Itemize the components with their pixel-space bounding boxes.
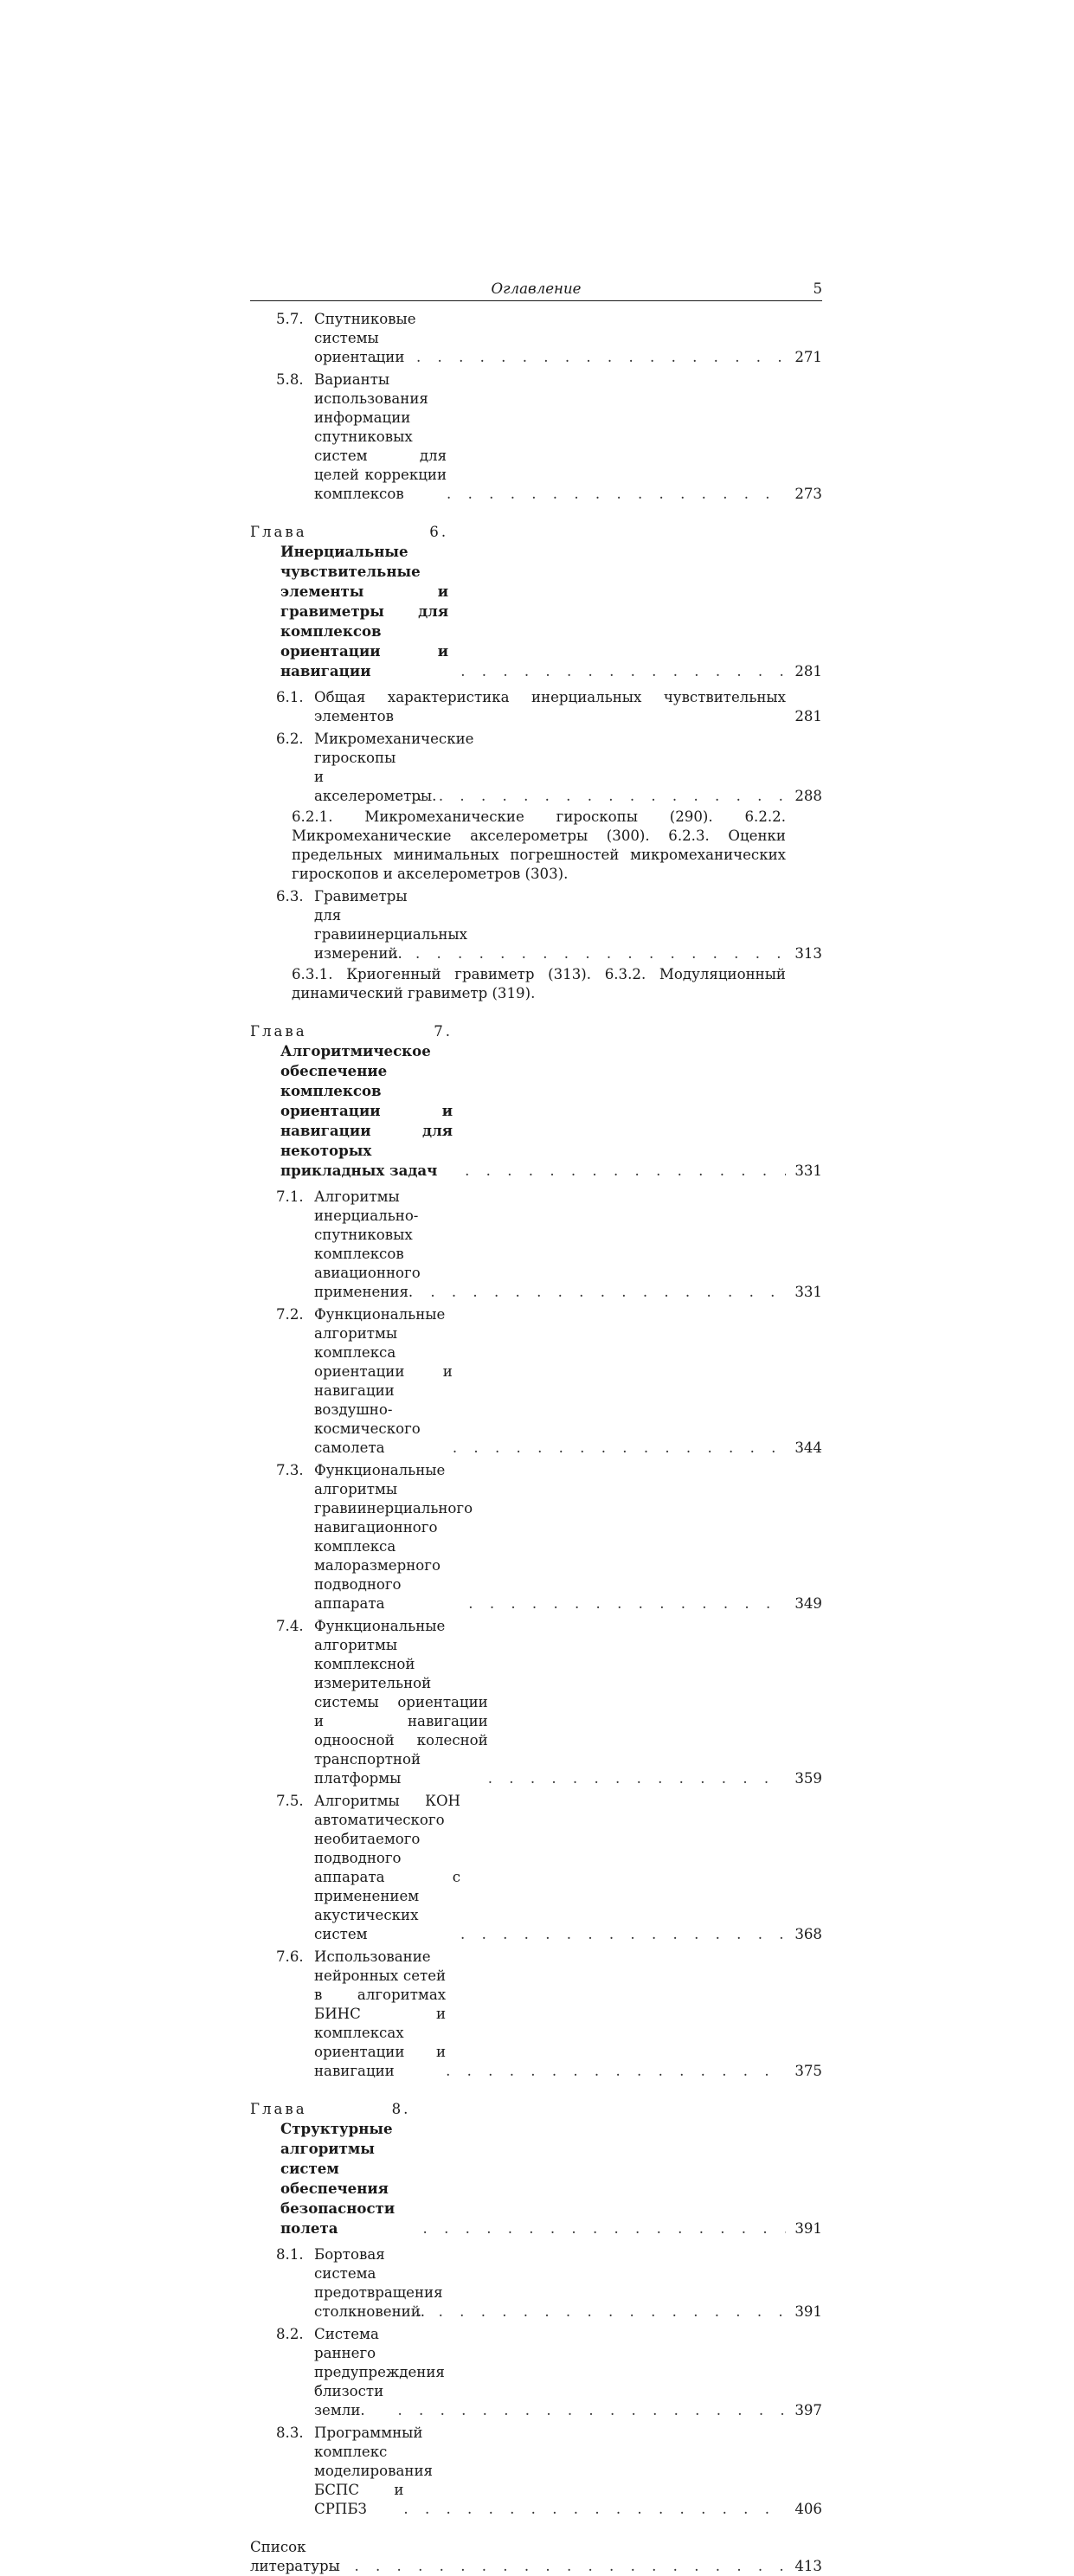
toc-entry-6-2[interactable] [276,730,822,806]
chapter-page: 391 [794,2220,822,2237]
leader-dots [453,1162,786,1181]
toc-entry-bibliography[interactable] [250,2538,822,2576]
page-number: 5 [813,280,822,297]
section-title: Гравиметры для гравиинерциальных измерений. [314,888,467,962]
leader-dots [453,1439,786,1458]
section-page: 397 [794,2402,822,2418]
leader-dots [447,485,786,504]
section-title: Микромеханические гироскопы и акселерометры. [314,731,474,804]
section-title: Варианты использования информации спутниковых систем для целей коррекции комплексов [314,371,447,502]
leader-dots [396,787,786,806]
toc-entry-5-8[interactable] [276,370,822,504]
section-page: 391 [794,2303,822,2320]
leader-dots [468,1594,786,1613]
chapter-title: Структурные алгоритмы систем обеспечения безопасности полета [280,2120,396,2237]
section-title: Использование нейронных сетей в алгоритмах БИНС и комплексах ориентации и навигации [314,1948,447,2079]
section-number: 5.7. [276,311,304,327]
section-page: 273 [794,486,822,502]
leader-dots [403,2500,786,2519]
section-number: 7.1. [276,1188,304,1205]
running-header [250,280,822,301]
section-page: 375 [794,2063,822,2079]
toc-entry-7-2[interactable] [276,1305,822,1458]
section-title: Алгоритмы КОН автоматического необитаемого подводного аппарата с применением акустических систем [314,1793,461,1942]
leader-dots [396,2302,786,2322]
subsection-list-6-3: 6.3.1. Криогенный гравиметр (313). 6.3.2. Модуляционный динамический гравиметр (319). [292,966,786,1001]
section-title: Общая характеристика инерциальных чувствительных элементов [314,689,786,724]
leader-dots [430,1283,786,1302]
leader-dots [460,1925,786,1944]
section-title: Функциональные алгоритмы гравиинерциального навигационного комплекса малоразмерного подводного аппарата [314,1462,473,1612]
section-number: 7.5. [276,1793,304,1809]
section-title: Система раннего предупреждения близости земли. [314,2326,445,2418]
section-number: 7.4. [276,1618,304,1634]
chapter-page: 331 [794,1162,822,1179]
section-page: 368 [794,1926,822,1942]
section-page: 349 [794,1595,822,1612]
section-number: 5.8. [276,371,304,388]
leader-dots [394,944,786,963]
leader-dots [397,2401,786,2420]
bibliography-title: Список литературы [250,2539,340,2574]
section-number: 8.3. [276,2425,304,2441]
toc-entry-8-1[interactable] [276,2245,822,2322]
section-page: 313 [794,945,822,962]
toc-chapter-7[interactable] [250,1022,822,1181]
toc-chapter-8[interactable] [250,2100,822,2238]
leader-dots [488,1769,786,1788]
section-title: Функциональные алгоритмы комплекса ориентации и навигации воздушно-космического самолета [314,1306,453,1456]
toc-entry-7-6[interactable] [276,1948,822,2081]
section-title: Спутниковые системы ориентации [314,311,416,365]
leader-dots [446,2062,786,2081]
section-page: 406 [794,2501,822,2517]
leader-dots [291,2557,786,2576]
toc-entry-5-7[interactable] [276,310,822,367]
leader-dots [448,662,786,681]
chapter-page: 281 [794,663,822,679]
toc-chapter-6[interactable] [250,523,822,681]
toc-entry-7-5[interactable] [276,1792,822,1944]
section-page: 331 [794,1284,822,1300]
chapter-label: Глава 8. [250,2101,411,2117]
section-title: Программный комплекс моделирования БСПС и СРПБЗ [314,2425,433,2517]
section-number: 7.2. [276,1306,304,1323]
section-number: 7.3. [276,1462,304,1478]
toc-entry-6-1[interactable] [276,688,822,726]
section-number: 8.2. [276,2326,304,2342]
chapter-title: Алгоритмическое обеспечение комплексов ориентации и навигации для некоторых прикладных задач [280,1042,453,1179]
chapter-title: Инерциальные чувствительные элементы и гравиметры для комплексов ориентации и навигации [280,543,449,679]
toc-entry-8-3[interactable] [276,2424,822,2519]
toc-entry-7-4[interactable] [276,1617,822,1788]
section-page: 359 [794,1770,822,1787]
section-title: Бортовая система предотвращения столкновений. [314,2246,443,2320]
leader-dots [410,2219,786,2238]
running-header-title: Оглавление [491,280,582,297]
section-page: 344 [794,1439,822,1456]
section-number: 6.1. [276,689,304,705]
subsection-list-6-2: 6.2.1. Микромеханические гироскопы (290). 6.2.2. Микромеханические акселерометры (300). 6.2.3. Оценки предельных минимальных погрешностей микромеханических гироскопов и акселерометров (303). [292,808,786,882]
bibliography-page: 413 [794,2558,822,2574]
table-of-contents [250,280,822,2576]
section-title: Функциональные алгоритмы комплексной измерительной системы ориентации и навигации одноосной колесной транспортной платформы [314,1618,488,1787]
section-number: 6.2. [276,731,304,747]
section-title: Алгоритмы инерциально-спутниковых комплексов авиационного применения. [314,1188,421,1300]
section-page: 281 [794,708,822,724]
section-page: 271 [794,349,822,365]
section-page: 288 [794,788,822,804]
toc-entry-7-3[interactable] [276,1461,822,1613]
section-number: 8.1. [276,2246,304,2263]
chapter-label: Глава 6. [250,524,449,540]
section-number: 6.3. [276,888,304,905]
section-number: 7.6. [276,1948,304,1965]
toc-entry-8-2[interactable] [276,2325,822,2420]
toc-entry-7-1[interactable] [276,1188,822,1302]
leader-dots [374,348,786,367]
toc-entry-6-3[interactable] [276,887,822,963]
chapter-label: Глава 7. [250,1023,453,1040]
